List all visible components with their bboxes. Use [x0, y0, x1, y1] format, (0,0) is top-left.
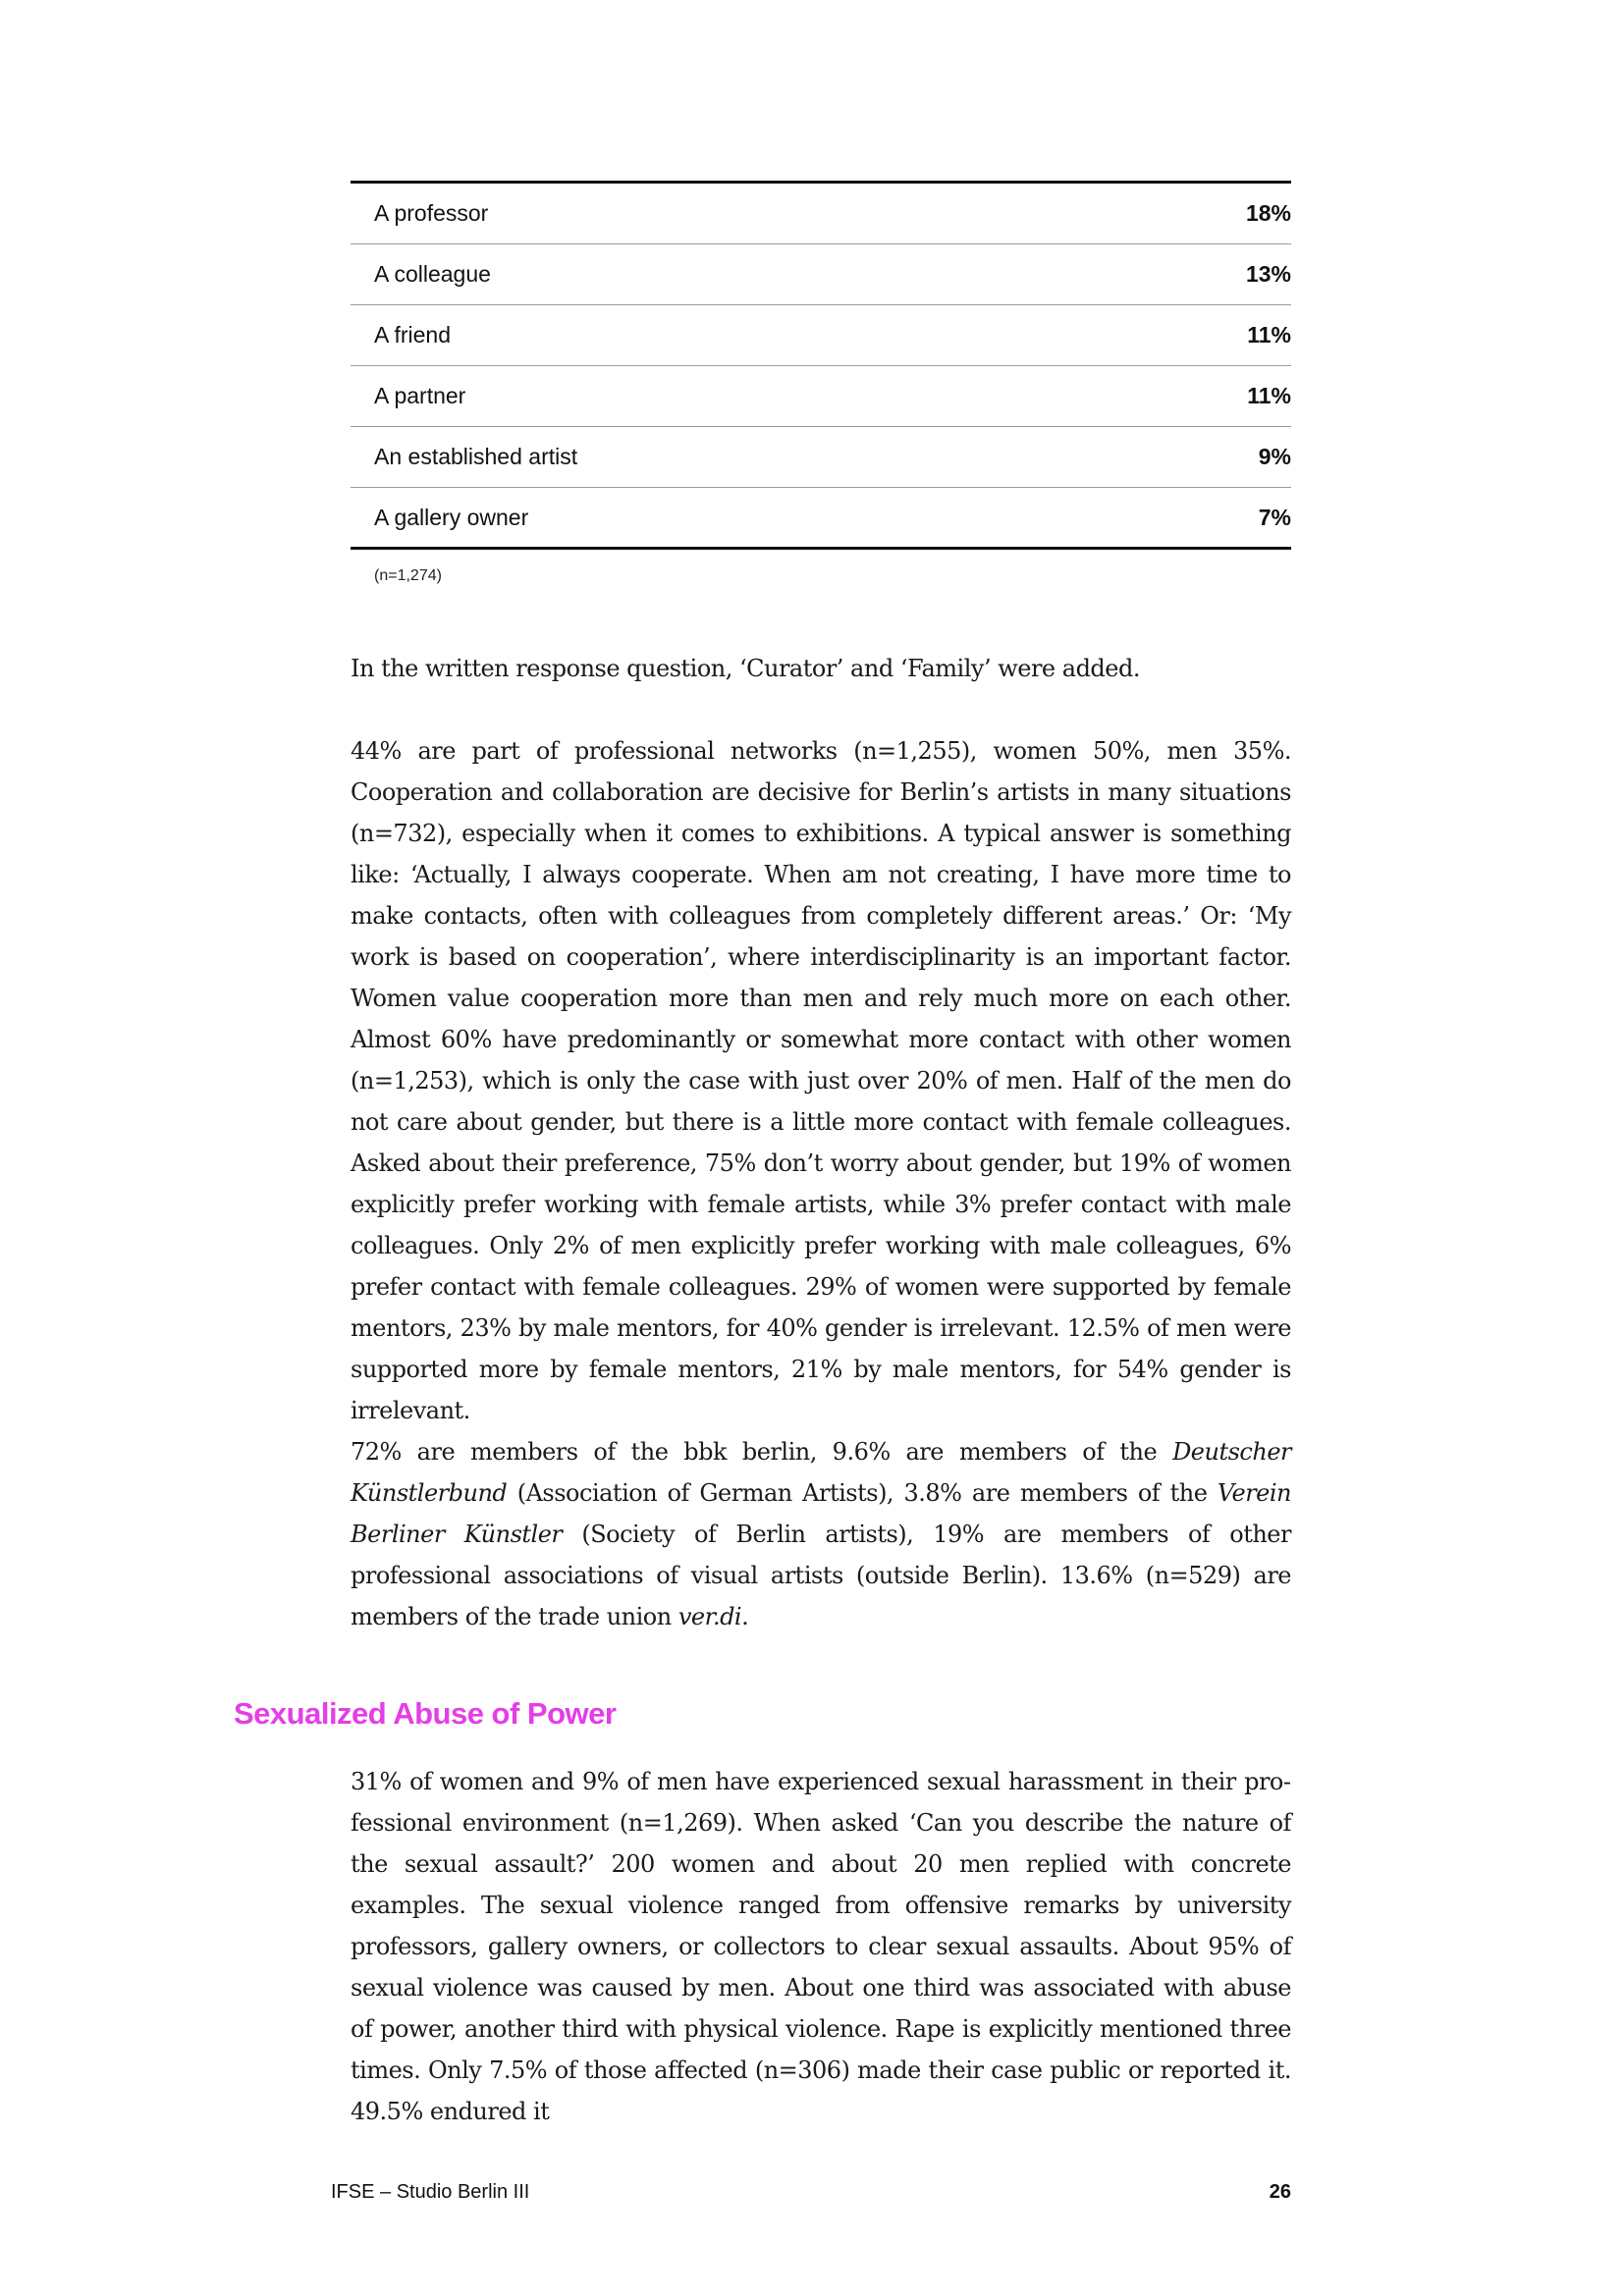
row-value: 18% — [1245, 200, 1291, 226]
row-label: A gallery owner — [374, 504, 529, 530]
text-run: . — [741, 1603, 749, 1630]
section-heading: Sexualized Abuse of Power — [234, 1696, 617, 1731]
row-label: An established artist — [374, 444, 578, 469]
paragraph-memberships — [351, 1431, 1291, 1637]
row-label: A professor — [374, 200, 489, 226]
table-row — [351, 488, 1291, 550]
text-run: (Association of German Artists), 3.8% are members of the — [507, 1479, 1218, 1507]
paragraph-written-response: In the written response question, ‘Curator’ and ‘Family’ were added. — [351, 655, 1140, 682]
italic-org-name: Verein Berliner Künstler — [351, 1479, 1291, 1548]
footer-title: IFSE – Studio Berlin III — [331, 2181, 530, 2203]
paragraph-harassment: 31% of women and 9% of men have experienced sexual harassment in their professional environment (n=1,269). When asked ‘Can you describe the nature of the sexual assault?’ 200 women and about 20 men replied with concrete examples. The sexual violence ranged from offensive remarks by university professors, gallery owners, or collectors to clear sexual assaults. About 95% of sexual violence was caused by men. About one third was associated with abuse of power, another third with physical violence. Rape is explicitly mentioned three times. Only 7.5% of those affected (n=306) made their case public or reported it. 49.5% endured it — [351, 1768, 1291, 2125]
page-number: 26 — [1269, 2181, 1291, 2203]
row-value: 9% — [1258, 444, 1291, 469]
table-row — [351, 244, 1291, 305]
row-label: A partner — [374, 383, 466, 408]
row-value: 11% — [1247, 322, 1291, 347]
row-label: A colleague — [374, 261, 491, 287]
italic-org-name: Deutscher Künstlerbund — [351, 1438, 1291, 1507]
paragraph-networks: 44% are part of professional networks (n=1,255), women 50%, men 35%. Cooperation and collaboration are decisive for Berlin’s artists in many situations (n=732), especially when it comes to exhibitions. A typical answer is something like: ‘Actually, I always cooperate. When am not creating, I have more time to make contacts, often with colleagues from completely different areas.’ Or: ‘My work is based on cooperation’, where interdisciplinarity is an important factor. Women value cooperation more than men and rely much more on each other. Almost 60% have predominantly or somewhat more contact with other women (n=1,253), which is only the case with just over 20% of men. Half of the men do not care about gender, but there is a little more contact with female colleagues. Asked about their preference, 75% don’t worry about gender, but 19% of women explicitly prefer working with female artists, while 3% prefer contact with male colleagues. Only 2% of men explicitly prefer working with male colleagues, 6% prefer contact with female colleagues. 29% of women were supported by female mentors, 23% by male mentors, for 40% gender is irrelevant. 12.5% of men were supported more by female mentors, 21% by male mentors, for 54% gender is irrelevant. — [351, 737, 1291, 1424]
italic-org-name: ver.di — [677, 1603, 742, 1630]
table-row — [351, 305, 1291, 366]
table-row — [351, 427, 1291, 488]
sample-size-note: (n=1,274) — [374, 567, 442, 584]
row-value: 13% — [1245, 261, 1291, 287]
text-run: (Society of Berlin artists), 19% are members of other professional associations of visual artists (outside Berlin). 13.6% (n=529) are members of the trade union — [351, 1521, 1291, 1630]
row-value: 7% — [1258, 504, 1291, 530]
table-row — [351, 184, 1291, 244]
text-run: 72% are members of the bbk berlin, 9.6% are members of the — [351, 1438, 1173, 1466]
relationship-table — [351, 181, 1291, 550]
row-label: A friend — [374, 322, 451, 347]
row-value: 11% — [1247, 383, 1291, 408]
table-row — [351, 366, 1291, 427]
